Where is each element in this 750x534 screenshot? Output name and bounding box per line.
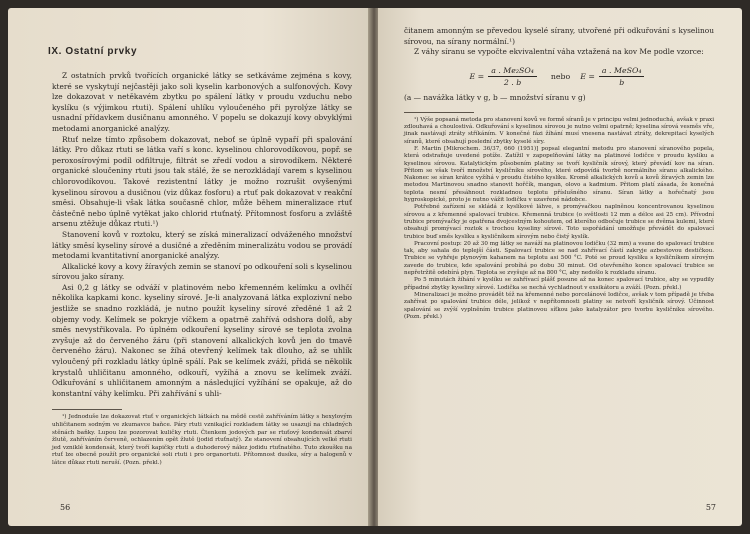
fraction-1 bbox=[488, 66, 537, 87]
paragraph: Alkalické kovy a kovy žíravých zemin se stanoví po odkouření soli s kyselinou sírovou jako sírany. bbox=[52, 261, 352, 282]
paragraph: Z váhy síranu se vypočte ekvivalentní váha vztažená na kov Me podle vzorce: bbox=[414, 47, 704, 57]
footnote-text: Pracovní postup: 20 až 30 mg látky se naváží na platinovou lodičku (32 mm) a vsune do spalovací trubice tak, aby sahala do teplejší části. Spalovací trubice se nad zahřívací částí zakryje azbestovou destičkou. Trubice se vyhřeje plynovým kahanem na teplotu asi 500 °C. Poté se proud kyslíku s kysličníkem sírovým zavede do trubice, kde spalování probíhá po dobu 30 minut. Od otevřeného konce spalovací trubice se nepřetržitě odebírá plyn. Teplota se zvyšuje až na 800 °C, aby nedošlo k rozkladu síranu. bbox=[404, 240, 714, 277]
right-page-body bbox=[404, 26, 714, 321]
paragraph: Z ostatních prvků tvořících organické látky se setkáváme zejména s kovy, které se vyskytují nejčastěji jako soli kyselin karbonových a sulfonových. Kovy lze dokazovat v netěkavém zbytku po spálení látky v proudu vzduchu nebo kyslíku (s výjimkou rtuti). Spálení uhlíku vyloučeného při pyrolýze látky se usnadní přídavkem dusičnanu amonného. V popelu se dokazují kovy obvyklými metodami anorganické analýzy. bbox=[52, 71, 352, 133]
footnote-text: F. Martin [Mikrochem. 36/37, 660 (1951)] popsal elegantní metodu pro stanovení síranového popela, která odstraňuje uvedené potíže. Zatížil v zapopelňování látky na platinové lodičce v proudu kyslíku a kyselinou sírovou. Katalytickým působením platiny se tvoří kysličník sírový, který převádí kov na síran. Přitom se však tvoří množství kysličníku sírového, které odpovídá tvorbě normálního síranu alkalického. Nakonec se síran krátce vyžíhá v proudu čistého kyslíku. Kromě alkalických kovů a kovů žíravých zemin lze metodou Martinovou snadno stanovit hořčík, mangan, olovo a kadmium. Přitom platí zásada, že konečná teplota nesmí přesáhnout rozkladnou teplotu příslušného síranu. Síran látky a hořečnatý jsou hygroskopické, proto je nutno vážit lodičku v uzavřené nádobce. bbox=[404, 145, 714, 204]
footnote-text: Po 5 minutách žíhání v kyslíku se zahřívací plášť posune až na konec spalovací trubice, aby se vypudily případné zbytky kyseliny sírové. Lodička se nechá vychladnout v exsikátoru a zváží. (Pozn. překl.) bbox=[404, 277, 714, 291]
paragraph: Rtuť nelze tímto způsobem dokazovat, neboť se úplně vypaří při spalování látky. Pro důkaz rtuti se látka vaří s konc. kyselinou chlorovodíkovou, popř. se peroxosírovými podíl odfiltruje, filtrát se zředí vodou a sirovodíkem. Některé organické sloučeniny rtuti jsou tak stálé, že se nerozkládají varem s kyselinou chlorovodíkovou. Takové rezistentní látky je možno rozrušit ovyšenými kyselinou sírovou a dusičnou (viz důkaz fosforu) a rtuť pak dokazovat v reakční směsi. Obsahuje-li však látka současně chlor, může během mineralizace rtuť částečně nebo úplně vytěkat jako chlorid rtuťnatý. Přítomnost fosforu a zvláště arsenu ztěžuje důkaz rtuti.¹) bbox=[52, 134, 352, 229]
right-page bbox=[378, 8, 742, 526]
page-number-right: 57 bbox=[705, 503, 716, 512]
fraction-1-denominator: 2 . b bbox=[503, 77, 522, 87]
left-page bbox=[8, 8, 370, 526]
fraction-2-denominator: b bbox=[619, 77, 625, 87]
section-heading: IX. Ostatní prvky bbox=[48, 46, 138, 57]
paragraph: Stanovení kovů v roztoku, který se získá mineralizací odváženého množství látky směsí kyseliny sírové a dusičné a zředěním mineralizátu vodou se provádí metodami kvantitativní anorganické analýzy. bbox=[52, 229, 352, 261]
footnote-text: Potřebné zařízení se skládá z kyslíkové láhve, s promývačkou naplněnou koncentrovanou kyselinou sírovou a z křemenné spalovací trubice. Křemenná trubice (o světlosti 12 mm a délce asi 25 cm). Přívodní trubice promývačky je opatřena dvojcestným kohoutem, od kterého odbočuje trubice se dvěma kulemi, které obsahují promývací roztok s trochou kyseliny sírové. Toto uspořádání umožňuje převádět do spalovací trubice buď směs kyslíku s kysličníkem sírovým nebo čistý kyslík. bbox=[404, 204, 714, 240]
fraction-2-numerator: a . MeSO₄ bbox=[599, 66, 645, 77]
footnote-rule bbox=[52, 409, 122, 410]
equivalent-weight-formula bbox=[404, 66, 714, 87]
footnote bbox=[52, 414, 352, 467]
formula-rhs: E = bbox=[580, 71, 595, 81]
footnote-text: ¹) Výše popsaná metoda pro stanovení kovů ve formě síranů je v principu velmi jednoduchá, avšak v praxi zdlouhavá a choulostivá. Odkuřování s kyselinou sírovou je nutno velmi opatrně; kyselina sírová vesměs vře, jinak nastávají ztráty stříkáním. V konečné fázi žíhání musí vnesena nastávat ztráty, dekrepitací kyselých síranů, které obsahují poslední zbytky kyselé síry. bbox=[404, 116, 714, 145]
fraction-1-numerator: a . Me₂SO₄ bbox=[488, 66, 537, 77]
formula-connector: nebo bbox=[550, 71, 571, 81]
fraction-2 bbox=[599, 66, 645, 87]
formula-lhs: E = bbox=[469, 71, 485, 81]
left-page-body bbox=[48, 32, 352, 468]
paragraph: čitanem amonným se převedou kyselé sírany, utvořené při odkuřování s kyselinou sírovou, na sírany normální.¹) bbox=[404, 26, 714, 46]
footnote-text: ¹) Jednoduše lze dokazovat rtuť v organických látkách na mědě cestě zahříváním látky s hexylovým uhličitanem sodným ve zkumavce baňce. Páry rtuti vznikající rozkladem látky se usazují na chladných stěnách baňky. Lupou lze pozorovat kuličky rtuti. Čtenkem jodových par se rtuťový kondensát zbarví žlutě, zahříváním červeně, ochlazením opět žlutě (jodid rtuťnatý). Ze stanovení obsahujících velké rtuti jed vzniklé kondensát, který tvoří kapičky rtuti a duhoderový nález jodidu rtuťnatého. Tuto zkoušku na rtuť lze obecně použít pro organické soli rtuti i pro organortuti. Přítomnost dusíku, síry a halogenů v látce důkaz rtuti neruší. (Pozn. překl.) bbox=[52, 414, 352, 466]
page-number-left: 56 bbox=[60, 503, 71, 512]
footnote-rule bbox=[404, 112, 474, 113]
footnotes bbox=[404, 117, 714, 321]
footnote-text: Mineralizaci je možno provádět též na křemenné nebo porcelánové lodičce, avšak v tom případě je třeba zahřívat po spalování trubice déle, jelikož v nepřítomnosti platiny se netvoří kysličník sírový. Účinnost spalování se zvýší vyplněním trubice platinovou síťkou jako katalyzátor pro tvorbu kysličníku sírového. (Pozn. překl.) bbox=[404, 291, 714, 320]
formula-legend: (a — navážka látky v g, b — množství síranu v g) bbox=[404, 92, 586, 102]
paragraph: Asi 0,2 g látky se odváží v platinovém nebo křemenném kelímku a ovlhčí několika kapkami konc. kyseliny sírové. Je-li analyzovaná látka explozivní nebo jestliže se snadno rozkládá, je nutno použít kyseliny sírové zředěné 1 až 2 objemy vody. Kelímek se pokryje víčkem a opatrně zahřívá odshora dolů, aby směs nevystřikovala. Po úplném odkouření kyseliny sírové se teplota zvolna zvyšuje až do červeného žáru (při stanovení alkalických kovů jen do tmavě červeného žáru). Nakonec se žíhá otevřený kelímek tak dlouho, až se uhlík vyloučený při rozkladu látky úplně spálí. Pak se kelímek zváží, přidá se několik krystalů uhličitanu amonného, odkouří, vyžíhá a znovu se kelímek zváží. Odkuřování s uhličitanem amonným a následující vyžíhání se opakuje, až do konstantní váhy kelímku. Při zahřívání s uhli- bbox=[52, 282, 352, 398]
